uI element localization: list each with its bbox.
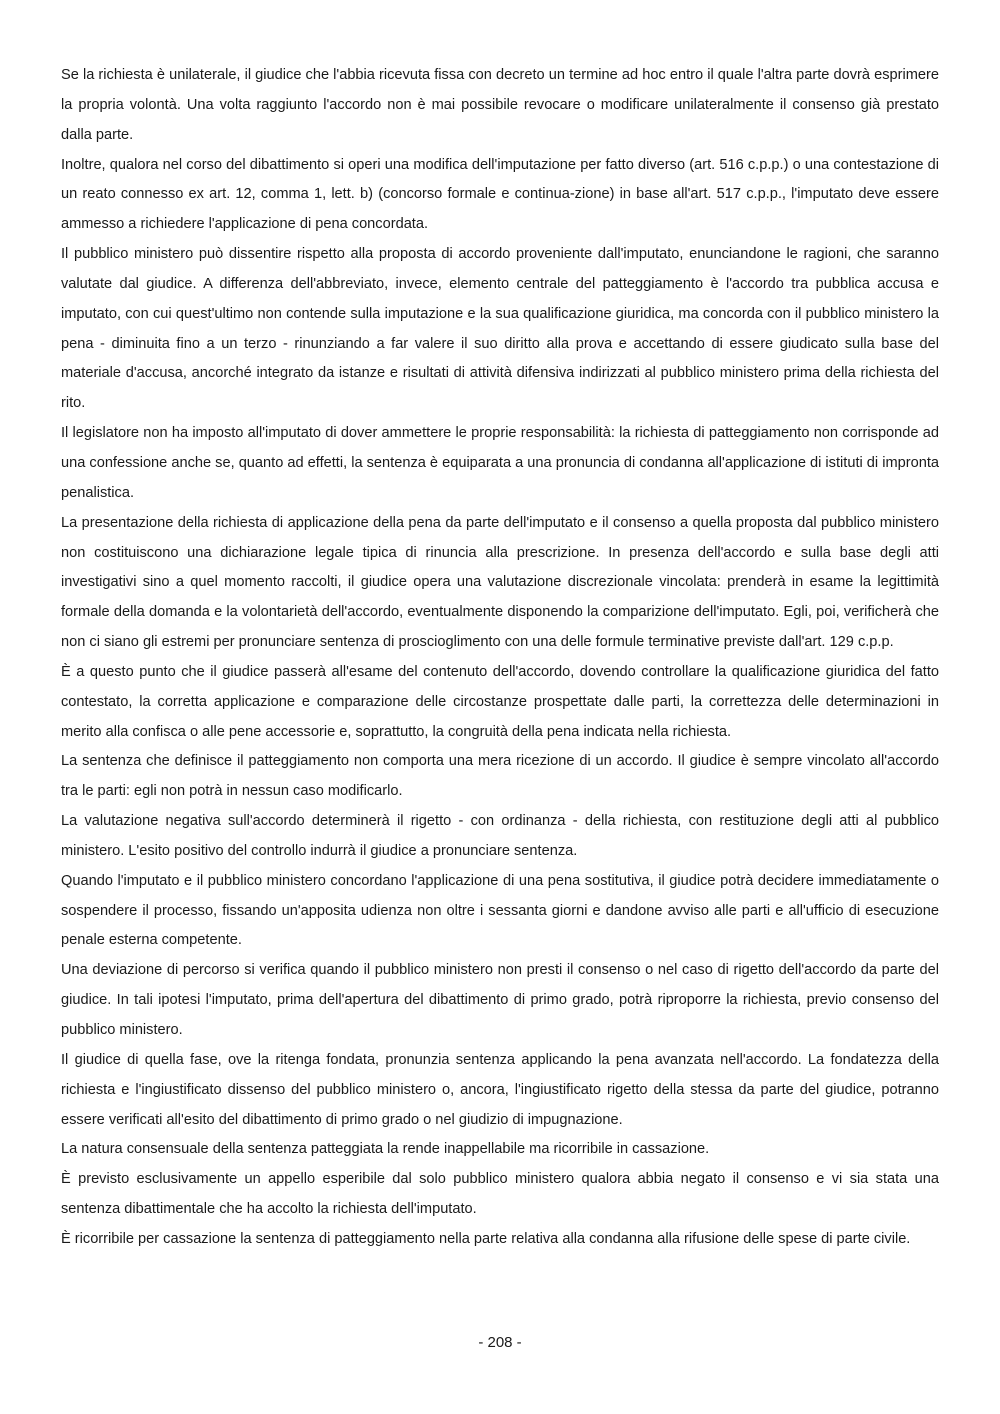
paragraph: Il giudice di quella fase, ove la ritenga fondata, pronunzia sentenza applicando la pena avanzata nell'accordo. La fondatezza della richiesta e l'ingiustificato dissenso del pubblico ministero o, ancora, l'ingiustificato rigetto della stessa da parte del giudice, potranno essere verificati all'esito del dibattimento di primo grado o nel giudizio di impugnazione. [61,1051,939,1128]
paragraph: Inoltre, qualora nel corso del dibattimento si operi una modifica dell'imputazione per fatto diverso (art. 516 c.p.p.) o una contestazione di un reato connesso ex art. 12, comma 1, lett. b) (concorso formale e continua-zione) in base all'art. 517 c.p.p., l'imputato deve essere ammesso a richiedere l'applicazione di pena concordata. [61,156,939,233]
paragraph: Il pubblico ministero può dissentire rispetto alla proposta di accordo proveniente dall'imputato, enunciandone le ragioni, che saranno valutate dal giudice. A differenza dell'abbreviato, invece, elemento centrale del patteggiamento è l'accordo tra pubblica accusa e imputato, con cui quest'ultimo non contende sulla imputazione e la sua qualificazione giuridica, ma concorda con il pubblico ministero la pena - diminuita fino a un terzo - rinunziando a far valere il suo diritto alla prova e accettando di essere giudicato sulla base del materiale d'accusa, ancorché integrato da istanze e risultati di attività difensiva indirizzati al pubblico ministero prima della richiesta del rito. [61,246,939,412]
paragraph: Una deviazione di percorso si verifica quando il pubblico ministero non presti il consenso o nel caso di rigetto dell'accordo da parte del giudice. In tali ipotesi l'imputato, prima dell'apertura del dibattimento di primo grado, potrà riproporre la richiesta, previo consenso del pubblico ministero. [61,962,939,1038]
paragraph: È previsto esclusivamente un appello esperibile dal solo pubblico ministero qualora abbia negato il consenso e vi sia stata una sentenza dibattimentale che ha accolto la richiesta dell'imputato. [61,1171,939,1218]
paragraph: La presentazione della richiesta di applicazione della pena da parte dell'imputato e il consenso a quella proposta dal pubblico ministero non costituiscono una dichiarazione legale tipica di rinuncia alla prescrizione. In presenza dell'accordo e sulla base degli atti investigativi sino a quel momento raccolti, il giudice opera una valutazione discrezionale vincolata: prenderà in esame la legittimità formale della domanda e la volontarietà dell'accordo, eventualmente disponendo la comparizione dell'imputato. Egli, poi, verificherà che non ci siano gli estremi per pronunciare sentenza di proscioglimento con una delle formule terminative previste dall'art. 129 c.p.p. [61,514,939,651]
paragraph: Il legislatore non ha imposto all'imputato di dover ammettere le proprie responsabilità: la richiesta di patteggiamento non corrisponde ad una confessione anche se, quanto ad effetti, la sentenza è equiparata a una pronuncia di condanna all'applicazione di istituti di impronta penalistica. [61,425,939,501]
paragraph: È ricorribile per cassazione la sentenza di patteggiamento nella parte relativa alla condanna alla rifusione delle spese di parte civile. [61,1230,911,1247]
page-number: - 208 - [478,1334,522,1351]
paragraph: La valutazione negativa sull'accordo determinerà il rigetto - con ordinanza - della richiesta, con restituzione degli atti al pubblico ministero. L'esito positivo del controllo indurrà il giudice a pronunciare sentenza. [61,813,939,859]
paragraph: Se la richiesta è unilaterale, il giudice che l'abbia ricevuta fissa con decreto un termine ad hoc entro il quale l'altra parte dovrà esprimere la propria volontà. Una volta raggiunto l'accordo non è mai possibile revocare o modificare unilateralmente il consenso già prestato dalla parte. [61,67,939,143]
paragraph: La natura consensuale della sentenza patteggiata la rende inappellabile ma ricorribile in cassazione. [61,1141,710,1158]
paragraph: La sentenza che definisce il patteggiamento non comporta una mera ricezione di un accordo. Il giudice è sempre vincolato all'accordo tra le parti: egli non potrà in nessun caso modificarlo. [61,753,939,800]
paragraph: È a questo punto che il giudice passerà all'esame del contenuto dell'accordo, dovendo controllare la qualificazione giuridica del fatto contestato, la corretta applicazione e comparazione delle circostanze prospettate dalle parti, la correttezza delle determinazioni in merito alla confisca o alle pene accessorie e, soprattutto, la congruità della pena indicata nella richiesta. [61,663,939,740]
document-body [61,61,939,1255]
paragraph: Quando l'imputato e il pubblico ministero concordano l'applicazione di una pena sostitutiva, il giudice potrà decidere immediatamente o sospendere il processo, fissando un'apposita udienza non oltre i sessanta giorni e dandone avviso alle parti e all'ufficio di esecuzione penale esterna competente. [61,872,939,949]
